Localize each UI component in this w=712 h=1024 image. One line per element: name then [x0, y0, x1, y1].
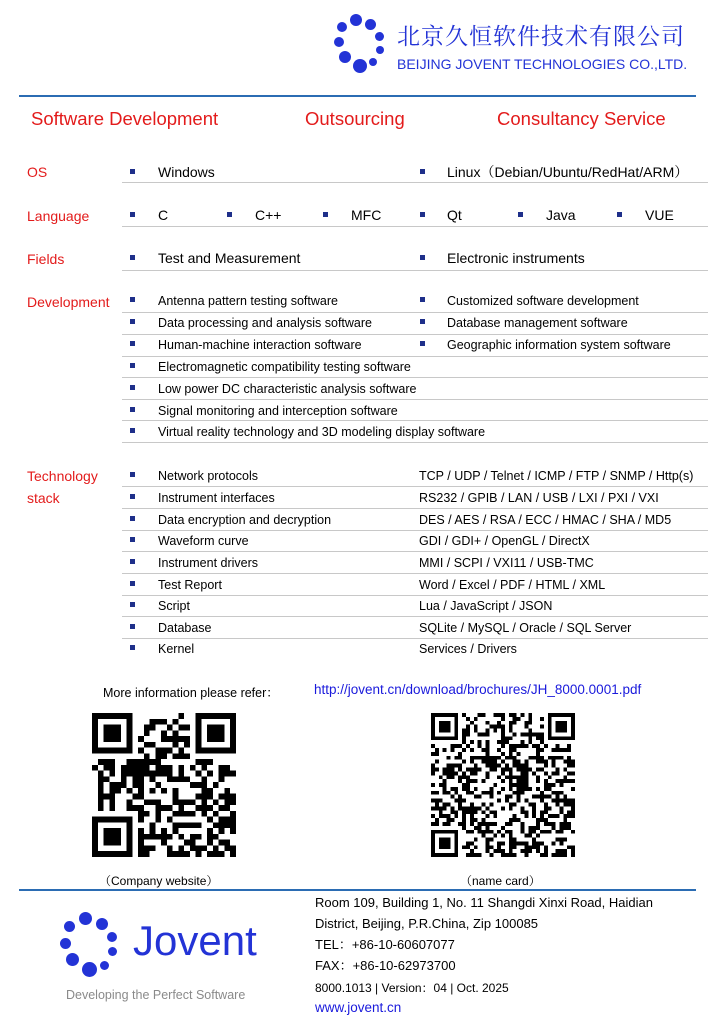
development-item: Geographic information system software [447, 338, 671, 352]
bullet-icon [227, 212, 232, 217]
development-item: Human-machine interaction software [158, 338, 362, 352]
bullet-icon [518, 212, 523, 217]
language-item: C [158, 207, 169, 223]
tech-row-name: Data encryption and decryption [158, 513, 332, 527]
bullet-icon [420, 212, 425, 217]
row-divider [122, 551, 708, 552]
row-divider [122, 334, 708, 335]
bullet-icon [130, 537, 135, 542]
tech-row-value: GDI / GDI+ / OpenGL / DirectX [419, 534, 590, 548]
service-software-development: Software Development [31, 108, 219, 129]
row-divider [122, 486, 708, 487]
brochure-link[interactable]: http://jovent.cn/download/brochures/JH_8000.0001.pdf [314, 682, 642, 697]
row-divider [122, 420, 708, 421]
language-item: C++ [255, 207, 282, 223]
tech-row-value: DES / AES / RSA / ECC / HMAC / SHA / MD5 [419, 513, 672, 527]
bullet-icon [130, 169, 135, 174]
row-divider [122, 377, 708, 378]
tech-row-name: Waveform curve [158, 534, 249, 548]
tech-row-name: Instrument drivers [158, 556, 259, 570]
tech-row-value: MMI / SCPI / VXI11 / USB-TMC [419, 556, 594, 570]
bullet-icon [130, 559, 135, 564]
development-item: Data processing and analysis software [158, 316, 373, 330]
os-item: Windows [158, 164, 215, 180]
section-label-technology-stack: stack [27, 490, 60, 506]
section-label-language: Language [27, 208, 90, 224]
bullet-icon [323, 212, 328, 217]
company-name-cn: 北京久恒软件技术有限公司 [397, 24, 685, 50]
row-divider [122, 573, 708, 574]
bullet-icon [130, 407, 135, 412]
bullet-icon [420, 169, 425, 174]
language-item: Qt [447, 207, 462, 223]
tech-row-name: Instrument interfaces [158, 491, 275, 505]
document-info: 8000.1013 | Version：04 | Oct. 2025 [315, 981, 509, 995]
development-item: Electromagnetic compatibility testing software [158, 360, 411, 374]
row-divider [122, 312, 708, 313]
bullet-icon [130, 297, 135, 302]
development-item: Signal monitoring and interception software [158, 404, 398, 418]
section-label-fields: Fields [27, 251, 65, 267]
row-divider [122, 182, 708, 183]
development-item: Database management software [447, 316, 628, 330]
bullet-icon [130, 472, 135, 477]
tech-row-value: TCP / UDP / Telnet / ICMP / FTP / SNMP / Http(s) [419, 469, 694, 483]
development-item: Virtual reality technology and 3D modeling display software [158, 425, 486, 439]
bullet-icon [130, 363, 135, 368]
company-website-qr-code [92, 713, 236, 857]
row-divider [122, 399, 708, 400]
bullet-icon [130, 581, 135, 586]
bullet-icon [130, 341, 135, 346]
company-logo-icon [334, 14, 390, 74]
row-divider [122, 530, 708, 531]
bullet-icon [617, 212, 622, 217]
development-item: Customized software development [447, 294, 639, 308]
name-card-caption: （name card） [460, 874, 541, 888]
bullet-icon [130, 602, 135, 607]
more-info-label: More information please refer： [103, 686, 279, 700]
row-divider [122, 616, 708, 617]
row-divider [122, 356, 708, 357]
footer-slogan: Developing the Perfect Software [66, 988, 246, 1002]
section-label-os: OS [27, 164, 48, 180]
tech-row-name: Database [158, 621, 212, 635]
fax-number: FAX：+86-10-62973700 [315, 958, 456, 973]
bullet-icon [130, 255, 135, 260]
tech-row-name: Kernel [158, 642, 195, 656]
row-divider [122, 508, 708, 509]
bullet-icon [130, 624, 135, 629]
fields-item: Test and Measurement [158, 250, 301, 266]
company-website-caption: （Company website） [99, 874, 219, 888]
service-consultancy: Consultancy Service [497, 108, 666, 129]
tech-row-value: RS232 / GPIB / LAN / USB / LXI / PXI / VXI [419, 491, 659, 505]
tech-row-value: Services / Drivers [419, 642, 517, 656]
bullet-icon [130, 645, 135, 650]
address-line-1: Room 109, Building 1, No. 11 Shangdi Xinxi Road, Haidian [315, 895, 653, 910]
footer-website-link[interactable]: www.jovent.cn [315, 1000, 402, 1015]
section-label-development: Development [27, 294, 110, 310]
bullet-icon [130, 516, 135, 521]
service-outsourcing: Outsourcing [305, 108, 405, 129]
bullet-icon [130, 385, 135, 390]
name-card-qr-code [431, 713, 575, 857]
row-divider [122, 595, 708, 596]
row-divider [122, 270, 708, 271]
os-item: Linux（Debian/Ubuntu/RedHat/ARM） [447, 164, 689, 180]
bullet-icon [420, 255, 425, 260]
tech-row-name: Network protocols [158, 469, 259, 483]
row-divider [122, 226, 708, 227]
tech-row-value: SQLite / MySQL / Oracle / SQL Server [419, 621, 632, 635]
row-divider [122, 442, 708, 443]
section-label-technology: Technology [27, 468, 98, 484]
language-item: Java [546, 207, 576, 223]
tech-row-name: Script [158, 599, 190, 613]
bullet-icon [130, 319, 135, 324]
tech-row-value: Word / Excel / PDF / HTML / XML [419, 578, 606, 592]
bullet-icon [130, 428, 135, 433]
footer-divider [19, 889, 696, 891]
language-item: MFC [351, 207, 382, 223]
bullet-icon [420, 319, 425, 324]
bullet-icon [130, 494, 135, 499]
tech-row-value: Lua / JavaScript / JSON [419, 599, 553, 613]
language-item: VUE [645, 207, 674, 223]
fields-item: Electronic instruments [447, 250, 585, 266]
bullet-icon [420, 297, 425, 302]
company-name-en: BEIJING JOVENT TECHNOLOGIES CO.,LTD. [397, 56, 688, 72]
bullet-icon [130, 212, 135, 217]
footer-logo-icon [60, 912, 124, 978]
row-divider [122, 638, 708, 639]
development-item: Antenna pattern testing software [158, 294, 338, 308]
development-item: Low power DC characteristic analysis software [158, 382, 417, 396]
bullet-icon [420, 341, 425, 346]
tech-row-name: Test Report [158, 578, 222, 592]
header-divider [19, 95, 696, 97]
address-line-2: District, Beijing, P.R.China, Zip 100085 [315, 916, 539, 931]
tel-number: TEL：+86-10-60607077 [315, 937, 455, 952]
footer-brand-name: Jovent [133, 917, 257, 964]
